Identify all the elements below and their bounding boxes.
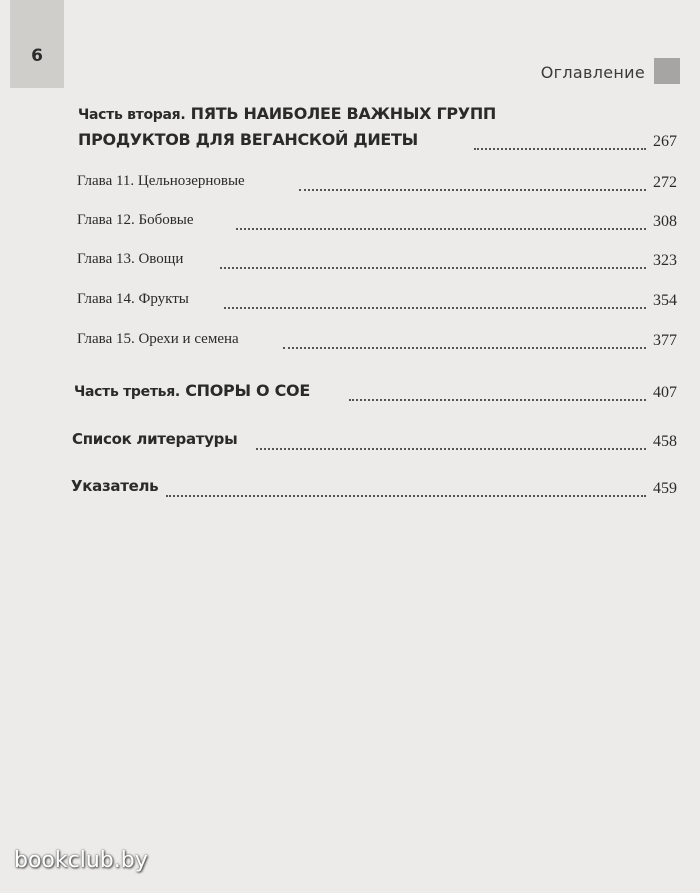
toc-part2-title-line1: ПЯТЬ НАИБОЛЕЕ ВАЖНЫХ ГРУПП xyxy=(190,104,497,123)
toc-part2-line1 xyxy=(78,104,496,123)
page-number: 6 xyxy=(31,46,43,66)
toc-page-number: 377 xyxy=(653,332,677,349)
toc-leader-dots xyxy=(220,267,646,269)
toc-entry-chapter-15 xyxy=(0,329,700,355)
toc-leader-dots xyxy=(299,189,646,191)
watermark-text: bookclub.by xyxy=(14,848,148,873)
toc-chapter-label: Глава 14. Фрукты xyxy=(77,291,189,307)
toc-page-number: 267 xyxy=(653,133,677,150)
toc-leader-dots xyxy=(256,448,646,450)
toc-page-number: 308 xyxy=(653,213,677,230)
toc-entry-chapter-13 xyxy=(0,249,700,275)
page-number-tab xyxy=(10,0,64,88)
toc-page-number: 354 xyxy=(653,292,677,309)
toc-part3-heading xyxy=(74,381,310,400)
toc-leader-dots xyxy=(283,347,646,349)
toc-entry-chapter-14 xyxy=(0,289,700,315)
toc-entry-index xyxy=(0,477,700,503)
toc-page-number: 272 xyxy=(653,174,677,191)
toc-page-number: 458 xyxy=(653,433,677,450)
toc-entry-bibliography xyxy=(0,430,700,456)
toc-bibliography-label: Список литературы xyxy=(72,430,238,448)
toc-part3-label: Часть третья. xyxy=(74,384,180,400)
toc-entry-chapter-11 xyxy=(0,171,700,197)
header-marker-square xyxy=(654,58,680,84)
toc-part3-title: СПОРЫ О СОЕ xyxy=(185,381,310,400)
toc-leader-dots xyxy=(224,307,646,309)
toc-chapter-label: Глава 13. Овощи xyxy=(77,251,184,267)
toc-part2-title-line2: ПРОДУКТОВ ДЛЯ ВЕГАНСКОЙ ДИЕТЫ xyxy=(78,130,418,149)
toc-page-number: 459 xyxy=(653,480,677,497)
toc-leader-dots xyxy=(474,148,646,150)
toc-entry-chapter-12 xyxy=(0,210,700,236)
toc-page-number: 323 xyxy=(653,252,677,269)
toc-chapter-label: Глава 15. Орехи и семена xyxy=(77,331,239,347)
running-header-title: Оглавление xyxy=(540,63,645,82)
toc-leader-dots xyxy=(349,399,646,401)
toc-leader-dots xyxy=(236,228,646,230)
toc-part2-label: Часть вторая. xyxy=(78,107,186,123)
toc-chapter-label: Глава 11. Цельнозерновые xyxy=(77,173,245,189)
toc-leader-dots xyxy=(166,495,646,497)
toc-page-number: 407 xyxy=(653,384,677,401)
toc-entry-part3 xyxy=(0,381,700,407)
toc-index-label: Указатель xyxy=(71,477,159,495)
toc-chapter-label: Глава 12. Бобовые xyxy=(77,212,194,228)
toc-entry-part2 xyxy=(0,130,700,156)
